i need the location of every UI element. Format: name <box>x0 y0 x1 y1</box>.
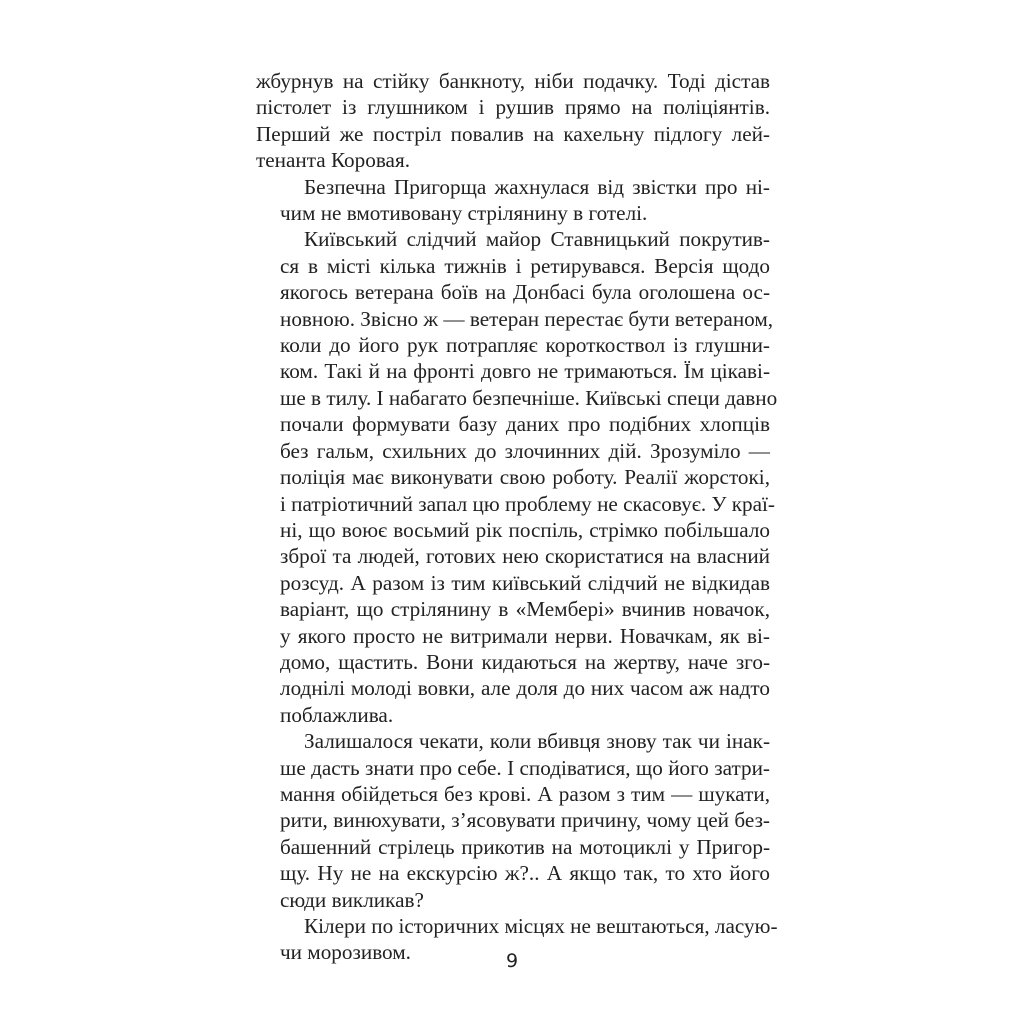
text-line: ше в тилу. І набагато безпечніше. Київські специ давно <box>280 385 778 410</box>
text-line: Залишалося чекати, коли вбивця знову так чи інак- <box>304 729 770 754</box>
paragraph-2 <box>256 174 770 227</box>
text-line: якогось ветерана боїв на Донбасі була оголошена ос- <box>280 280 770 305</box>
text-line: тенанта Коровая. <box>256 148 410 173</box>
text-line: щу. Ну не на екскурсію ж?.. А якщо так, то хто його <box>280 861 770 886</box>
text-line: чи морозивом. <box>280 940 411 965</box>
text-line: пістолет із глушником і рушив прямо на поліціянтів. <box>256 95 770 120</box>
text-line: зброї та людей, готових нею скористатися на власний <box>280 544 770 569</box>
paragraph-1 <box>256 68 770 174</box>
text-line: Безпечна Пригорща жахнулася від звістки про ні- <box>304 174 770 199</box>
text-line: лоднілі молоді вовки, але доля до них часом аж надто <box>280 676 770 701</box>
text-line: поліція має виконувати свою роботу. Реалії жорстокі, <box>280 465 770 490</box>
text-line: сюди викликав? <box>280 887 424 912</box>
text-line: домо, щастить. Вони кидаються на жертву, наче зго- <box>280 649 770 674</box>
page-body <box>256 68 778 966</box>
text-line: і патріотичний запал цю проблему не скасовує. У краї- <box>280 491 775 516</box>
text-line: ся в місті кілька тижнів і ретирувався. Версія щодо <box>280 253 770 278</box>
paragraph-4 <box>256 728 770 913</box>
text-line: без гальм, схильних до злочинних дій. Зрозуміло — <box>280 438 770 463</box>
text-line: мання обійдеться без крові. А разом з тим — шукати, <box>280 781 770 806</box>
page-number: 9 <box>505 950 519 972</box>
text-line: Київський слідчий майор Ставницький покрутив- <box>304 227 770 252</box>
text-line: ні, що воює восьмий рік поспіль, стрімко побільшало <box>280 517 770 542</box>
text-line: новною. Звісно ж — ветеран перестає бути ветераном, <box>280 306 774 331</box>
text-line: жбурнув на стійку банкноту, ніби подачку. Тоді дістав <box>256 69 770 93</box>
text-line: ком. Такі й на фронті довго не тримаються. Їм цікаві- <box>280 359 770 384</box>
text-line: варіант, що стрілянину в «Мембері» вчинив новачок, <box>280 597 770 622</box>
text-line: почали формувати базу даних про подібних хлопців <box>280 412 770 437</box>
text-line: у якого просто не витримали нерви. Новачкам, як ві- <box>280 623 770 648</box>
text-line: чим не вмотивовану стрілянину в готелі. <box>280 201 648 226</box>
text-line: ше дасть знати про себе. І сподіватися, що його затри- <box>280 755 770 780</box>
text-line: рити, винюхувати, з’ясовувати причину, чому цей без- <box>280 808 770 833</box>
text-line: Кілери по історичних місцях не вештаються, ласую- <box>304 914 778 938</box>
text-line: поблажлива. <box>280 702 394 727</box>
text-line: коли до його рук потрапляє короткоствол із глушни- <box>280 333 770 358</box>
paragraph-3 <box>256 226 778 728</box>
text-line: Перший же постріл повалив на кахельну підлогу лей- <box>256 121 770 146</box>
text-line: розсуд. А разом із тим київський слідчий не відкидав <box>280 570 770 595</box>
text-line: башенний стрілець прикотив на мотоциклі у Пригор- <box>280 834 770 859</box>
